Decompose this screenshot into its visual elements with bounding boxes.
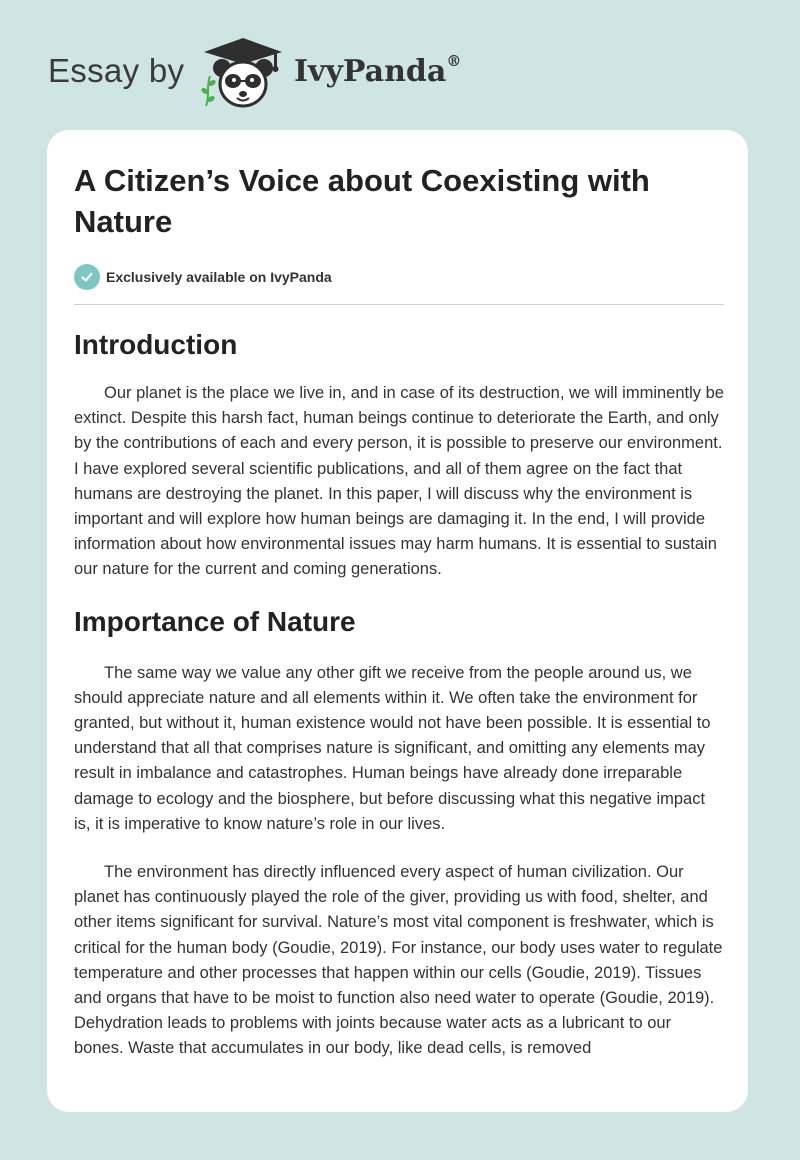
paragraph: The environment has directly influenced every aspect of human civilization. Our planet has continuously played the role of the giver, providing us with food, shelter, and other items significant for survival. Nature’s most vital component is freshwater, which is critical for the human body (Goudie, 2019). For instance, our body uses water to regulate temperature and other processes that happen within our cells (Goudie, 2019). Tissues and organs that have to be moist to function also need water to operate (Goudie, 2019). Dehydration leads to problems with joints because water acts as a lubricant to our bones. Waste that accumulates in our body, like dead cells, is removed [74,863,723,1058]
section-heading-importance-of-nature: Importance of Nature [74,605,356,637]
divider [74,304,724,305]
section-heading-introduction: Introduction [74,329,238,360]
registered-mark: ® [446,52,462,70]
essay-content [74,160,724,1062]
brand-name[interactable] [294,54,461,89]
site-header [48,36,508,110]
exclusive-badge [74,263,724,291]
check-icon [74,264,100,290]
essay-by-label: Essay by [48,52,185,89]
paragraph: Our planet is the place we live in, and in case of its destruction, we will imminently be extinct. Despite this harsh fact, human beings continue to deteriorate the Earth, and only by the contributions of each and every person, it is possible to preserve our environment. I have explored several scientific publications, and all of them agree on the fact that humans are destroying the planet. In this paper, I will discuss why the environment is important and will explore how human beings are damaging it. In the end, I will provide information about how environmental issues may harm humans. It is essential to sustain our nature for the current and coming generations. [74,384,724,579]
essay-card [47,130,748,1112]
exclusive-label: Exclusively available on IvyPanda [106,269,332,285]
brand-text: IvyPanda [294,54,447,89]
panda-logo-icon[interactable] [200,36,286,110]
paragraph: The same way we value any other gift we receive from the people around us, we should appreciate nature and all elements within it. We often take the environment for granted, but without it, human existence would not have been possible. It is essential to understand that all that comprises nature is significant, and omitting any elements may result in imbalance and catastrophes. Human beings have already done irreparable damage to ecology and the biosphere, but before discussing what this negative impact is, it is imperative to know nature’s role in our lives. [74,663,711,833]
page-title: A Citizen’s Voice about Coexisting with Nature [74,163,650,239]
